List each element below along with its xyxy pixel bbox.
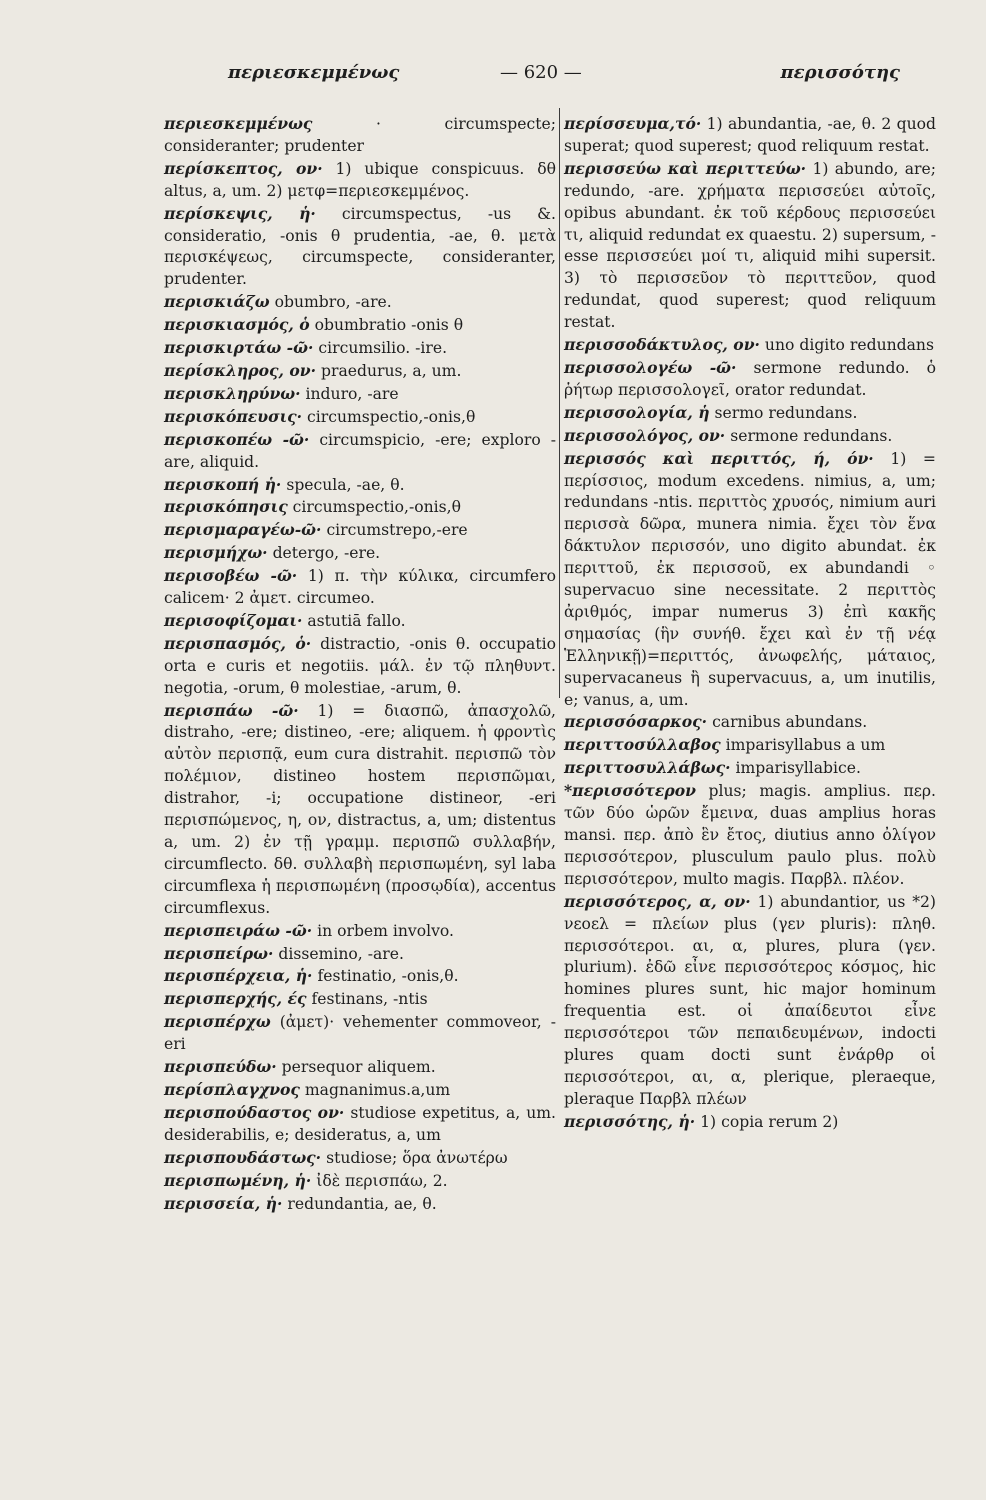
dictionary-entry: [564, 891, 936, 1111]
entry-definition: 1) copia rerum 2): [700, 1112, 839, 1131]
dictionary-entry: [164, 1079, 556, 1102]
dictionary-entry: [164, 610, 556, 633]
entry-headword: περίσκεψις, ἡ·: [164, 203, 316, 223]
dictionary-entry: [164, 920, 556, 943]
entry-headword: περισπεύδω·: [164, 1057, 277, 1077]
entry-definition: ἰδὲ περισπάω, 2.: [316, 1171, 448, 1190]
entry-definition: 1) abundo, are; redundo, -are. χρήματα περισσεύει αὐτοῖς, opibus abundant. ἐκ τοῦ κέρδους περισσεύει τι, aliquid redundat ex quaestu. 2) supersum, -esse περισσεύει μοί τι, aliquid mihi supersit. 3) τὸ περισσεῦον τὸ περιττεῦον, quod redundat, quod superest; quod reliquum restat.: [564, 159, 936, 332]
entry-headword: περισκόπευσις·: [164, 406, 303, 426]
dictionary-entry: [164, 1147, 556, 1170]
entry-headword: περισσοδάκτυλος, ον·: [564, 335, 760, 355]
entry-definition: sermone redundans.: [730, 426, 893, 445]
dictionary-entry: [164, 314, 556, 337]
entry-definition: redundantia, ae, θ.: [287, 1194, 437, 1213]
entry-headword: περισμήχω·: [164, 543, 268, 563]
entry-definition: festinatio, -onis,θ.: [317, 967, 459, 986]
entry-headword: περισκοπή ἡ·: [164, 474, 282, 494]
entry-definition: 1) π. τὴν κύλικα, circumfero calicem· 2 ἀμετ. circumeo.: [164, 567, 556, 608]
entry-definition: carnibus abundans.: [712, 713, 868, 732]
entry-headword: περισσολογία, ἡ: [564, 402, 710, 422]
entry-definition: circumstrepo,-ere: [326, 521, 468, 540]
entry-definition: plus; magis. amplius. περ. τῶν δύο ὡρῶν ἔμεινα, duas amplius horas mansi. περ. ἀπὸ ἓν ἔτος, diutius anno ὀλίγον περισσότερον, plusculum paulo plus. πολὺ περισσότερον, multo magis. Παρβλ. πλέον.: [564, 782, 936, 888]
entry-definition: circumsilio. -ire.: [318, 339, 448, 358]
entry-definition: circumspectio,-onis,θ: [292, 498, 461, 517]
entry-headword: περίσπλαγχνος: [164, 1079, 300, 1099]
entry-headword: περισπέρχεια, ἡ·: [164, 966, 313, 986]
dictionary-entry: [164, 360, 556, 383]
entry-definition: obumbro, -are.: [274, 293, 392, 312]
header-right-guide-word: περισσότης: [780, 62, 900, 83]
dictionary-entry: [564, 158, 936, 334]
entry-headword: *περισσότερον: [564, 781, 696, 801]
entry-definition: sermo redundans.: [714, 403, 858, 422]
dictionary-entry: [564, 734, 936, 757]
dictionary-entry: [164, 158, 556, 203]
entry-headword: περισπειράω -ῶ·: [164, 920, 313, 940]
dictionary-entry: [564, 1111, 936, 1134]
left-column: [164, 113, 556, 1215]
entry-headword: περισσός καὶ περιττός, ή, όν·: [564, 448, 874, 468]
entry-definition: dissemino, -are.: [278, 944, 404, 963]
entry-definition: magnanimus.a,um: [304, 1080, 451, 1099]
entry-definition: astutiā fallo.: [307, 611, 406, 630]
dictionary-entry: [164, 965, 556, 988]
dictionary-entry: [164, 291, 556, 314]
entry-headword: περίσκεπτος, ον·: [164, 158, 323, 178]
column-divider: [559, 108, 560, 698]
entry-headword: περισπερχής, ές: [164, 989, 307, 1009]
dictionary-entry: [164, 1193, 556, 1216]
entry-headword: περισκληρύνω·: [164, 383, 301, 403]
header-left-guide-word: περιεσκεμμένως: [228, 62, 400, 83]
page-header: [170, 62, 910, 94]
entry-definition: 1) ubique conspicuus. δθ altus, a, um. 2) μετφ=περιεσκεμμένος.: [164, 159, 556, 200]
entry-headword: περισσότερος, α, ον·: [564, 891, 751, 911]
dictionary-entry: [164, 113, 556, 158]
entry-headword: περισσεύω καὶ περιττεύω·: [564, 158, 807, 178]
dictionary-entry: [564, 334, 936, 357]
dictionary-entry: [164, 519, 556, 542]
entry-headword: περισπέρχω: [164, 1012, 271, 1032]
entry-headword: περισσόσαρκος·: [564, 712, 708, 732]
entry-headword: περισκιάζω: [164, 292, 270, 312]
entry-headword: περισκιασμός, ὁ: [164, 315, 310, 335]
entry-headword: περισμαραγέω-ῶ·: [164, 520, 322, 540]
dictionary-entry: [164, 1170, 556, 1193]
entry-headword: περισπωμένη, ἡ·: [164, 1170, 312, 1190]
entry-headword: περιττοσύλλαβος: [564, 735, 721, 755]
dictionary-entry: [564, 780, 936, 891]
entry-definition: circumspectio,-onis,θ: [307, 407, 476, 426]
entry-definition: 1) = διασπῶ, ἀπασχολῶ, distraho, -ere; distineo, -ere; aliquem. ἡ φροντὶς αὐτὸν περισπᾷ, eum cura distrahit. περισπῶ τὸν πολέμιον, distineo hostem περισπῶμαι, distrahor, -i; occupatione distineor, -eri περισπώμενος, η, ον, distractus, a, um; distentus a, um. 2) ἐν τῇ γραμμ. περισπῶ συλλαβήν, circumflecto. δθ. συλλαβὴ περισπωμένη, syl laba circumflexa ἡ περισπωμένη (προσῳδία), accentus circumflexus.: [164, 701, 556, 917]
entry-headword: περισπούδαστος ον·: [164, 1102, 345, 1122]
dictionary-entry: [164, 496, 556, 519]
entry-definition: imparisyllabus a um: [725, 736, 886, 755]
entry-definition: 1) abundantia, -ae, θ. 2 quod superat; quod superest; quod reliquum restat.: [564, 115, 936, 155]
entry-definition: circumspicio, -ere; exploro -are, aliquid.: [164, 430, 556, 471]
entry-definition: sermone redundo. ὁ ῥήτωρ περισσολογεῖ, orator redundat.: [564, 358, 936, 399]
entry-definition: studiose; ὅρα ἀνωτέρω: [326, 1148, 508, 1167]
dictionary-entry: [164, 474, 556, 497]
entry-definition: studiose expetitus, a, um. desiderabilis, e; desideratus, a, um: [164, 1103, 556, 1144]
entry-headword: περισκιρτάω -ῶ·: [164, 338, 314, 358]
entry-headword: περισκόπησις: [164, 497, 288, 517]
entry-headword: περισπείρω·: [164, 943, 274, 963]
entry-definition: circumspectus, -us &. consideratio, -onis θ prudentia, -ae, θ. μετὰ περισκέψεως, circumspecte, consideranter, prudenter.: [164, 204, 556, 289]
entry-headword: περισοβέω -ῶ·: [164, 566, 298, 586]
entry-definition: 1) = περίσσιος, modum excedens. nimius, a, um; redundans -ntis. περιττὸς χρυσός, nimium auri περισσὰ δῶρα, munera nimia. ἔχει τὸν ἕνα δάκτυλον περισσόν, uno digito abundat. ἐκ περιττοῦ, ἐκ περισσοῦ, ex abundandi ◦ supervacuo sine necessitate. 2 περιττὸς ἀριθμός, impar numerus 3) ἐπὶ κακῆς σημασίας (ἣν συνήθ. ἔχει καὶ ἐν τῇ νέᾳ Ἑλληνικῇ)=περιττός, ἀνωφελής, μάταιος, supervacaneus ἢ supervacuus, a, um inutilis, e; vanus, a, um.: [564, 449, 936, 709]
entry-definition: imparisyllabice.: [735, 759, 861, 778]
entry-headword: περισπασμός, ὁ·: [164, 633, 312, 653]
entry-definition: festinans, -ntis: [311, 990, 428, 1009]
entry-headword: περισσολογέω -ῶ·: [564, 357, 737, 377]
entry-definition: persequor aliquem.: [281, 1058, 436, 1077]
dictionary-entry: [564, 425, 936, 448]
entry-headword: περιεσκεμμένως: [164, 114, 313, 133]
dictionary-entry: [564, 402, 936, 425]
dictionary-entry: [164, 943, 556, 966]
entry-headword: περισκοπέω -ῶ·: [164, 429, 310, 449]
dictionary-entry: [564, 711, 936, 734]
entry-headword: περισπάω -ῶ·: [164, 700, 299, 720]
dictionary-entry: [164, 542, 556, 565]
right-column: [564, 113, 936, 1134]
entry-definition: distractio, -onis θ. occupatio orta e curis et negotiis. μάλ. ἐν τῷ πληθυντ. negotia, -orum, θ molestiae, -arum, θ.: [164, 634, 556, 697]
dictionary-entry: [164, 406, 556, 429]
entry-definition: obumbratio -onis θ: [314, 316, 464, 335]
dictionary-entry: [164, 383, 556, 406]
dictionary-entry: [164, 565, 556, 610]
dictionary-entry: [564, 113, 936, 158]
entry-headword: περισσεία, ἡ·: [164, 1193, 283, 1213]
entry-definition: (ἀμετ)· vehementer commoveor, -eri: [164, 1013, 556, 1054]
dictionary-entry: [164, 429, 556, 474]
entry-definition: 1) abundantior, us *2) νεοελ = πλείων plus (γεν pluris): πληθ. περισσότεροι. αι, α, plures, plura (γεν. plurium). ἐδῶ εἶνε περισσότερος κόσμος, hic homines plures sunt, hic major hominum frequentia est. οἱ ἀπαίδευτοι εἶνε περισσότεροι τῶν πεπαιδευμένων, indocti plures quam docti sunt ἐνάρθρ οἱ περισσότεροι, αι, α, plerique, pleraeque, pleraque Παρβλ πλέων: [564, 892, 936, 1108]
entry-definition: induro, -are: [305, 384, 399, 403]
entry-headword: περισοφίζομαι·: [164, 610, 303, 630]
entry-headword: περιττοσυλλάβως·: [564, 758, 731, 778]
dictionary-entry: [164, 1102, 556, 1147]
dictionary-entry: [564, 357, 936, 402]
entry-headword: περίσκληρος, ον·: [164, 360, 317, 380]
entry-definition: · circumspecte; consideranter; prudenter: [164, 115, 556, 155]
dictionary-entry: [164, 1011, 556, 1056]
dictionary-entry: [564, 757, 936, 780]
entry-headword: περισσότης, ἡ·: [564, 1111, 696, 1131]
dictionary-entry: [164, 1056, 556, 1079]
dictionary-entry: [164, 633, 556, 700]
entry-headword: περισπουδάστως·: [164, 1147, 322, 1167]
entry-definition: uno digito redundans: [764, 336, 934, 355]
entry-definition: in orbem involvo.: [317, 921, 454, 940]
dictionary-entry: [164, 337, 556, 360]
dictionary-entry: [164, 203, 556, 292]
dictionary-entry: [564, 448, 936, 712]
entry-headword: περισσολόγος, ον·: [564, 425, 726, 445]
entry-headword: περίσσευμα,τό·: [564, 114, 702, 133]
entry-definition: specula, -ae, θ.: [286, 475, 405, 494]
entry-definition: praedurus, a, um.: [321, 361, 462, 380]
dictionary-entry: [164, 988, 556, 1011]
page-number: — 620 —: [500, 62, 582, 83]
entry-definition: detergo, -ere.: [272, 544, 381, 563]
dictionary-entry: [164, 700, 556, 920]
